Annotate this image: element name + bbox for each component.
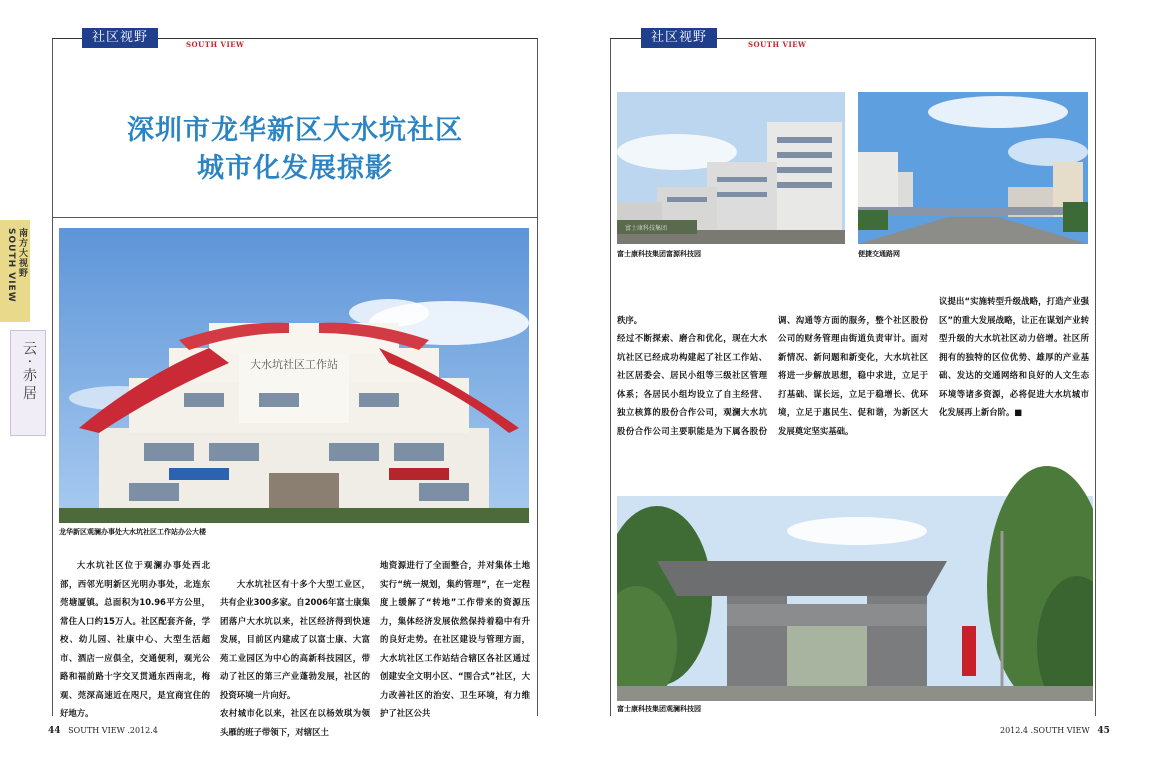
road-photo-caption: 便捷交通路网 xyxy=(858,250,900,258)
left-page-number: 44 xyxy=(48,726,61,736)
right-page-number: 45 xyxy=(1097,726,1110,736)
side-tab-magazine xyxy=(0,220,30,322)
left-column-1 xyxy=(60,556,210,723)
right-section-tag-en: SOUTH VIEW xyxy=(748,40,807,49)
right-col1-paragraph: 秩序。 经过不断探索、磨合和优化，现在大水坑社区已经成功构建起了社区工作站、社区居委会、居民小组等三级社区管理体系；各居民小组均设立了自主经营、独立核算的股份合作公司，观澜大水坑股份合作公司主要职能是为下属各股份 xyxy=(617,314,767,436)
right-col3-paragraph: 议提出“实施转型升级战略，打造产业强区”的重大发展战略，让正在谋划产业转型升级的大水坑社区动力倍增。社区所拥有的独特的区位优势、雄厚的产业基础、发达的交通网络和良好的人文生态环境等诸多资源，必将促进大水坑城市化发展再上新台阶。■ xyxy=(939,296,1089,417)
gate-photo xyxy=(617,436,1093,701)
left-folio xyxy=(48,726,158,736)
article-title-line1: 深圳市龙华新区大水坑社区 xyxy=(127,115,463,146)
road-photo xyxy=(858,92,1088,244)
left-col3-paragraph: 地资源进行了全面整合，并对集体土地实行“统一规划，集约管理”，在一定程度上缓解了“转地”工作带来的资源压力，集体经济发展依然保持着稳中有升的良好走势。在社区建设与管理方面，大水坑社区工作站结合辖区各社区通过创建安全文明小区、“围合式”社区，大力改善社区的治安、卫生环境，有力维护了社区公共 xyxy=(380,560,530,718)
left-section-tag: 社区视野 xyxy=(82,28,158,48)
side-tab-text: 南方大视野 SOUTH VIEW xyxy=(6,228,27,303)
left-col1-paragraph: 大水坑社区位于观澜办事处西北部，西邻光明新区光明办事处，北连东莞塘厦镇。总面积为10.96平方公里，常住人口约15万人。社区配套齐备，学校、幼儿园、社康中心、大型生活超市、酒店一应俱全，交通便利，观光公路和福前路十字交叉贯通东西南北，梅观、莞深高速近在咫尺，是宜商宜住的好地方。 xyxy=(60,560,210,718)
right-folio-text: 2012.4 .SOUTH VIEW xyxy=(1000,726,1090,735)
right-column-3 xyxy=(939,292,1089,422)
right-section-tag: 社区视野 xyxy=(641,28,717,48)
building-photo-caption: 龙华新区观澜办事处大水坑社区工作站办公大楼 xyxy=(59,528,206,536)
right-folio xyxy=(1000,726,1110,736)
side-calligraphy-text: 云·赤居 xyxy=(21,341,37,404)
factory-sign-text: 富士康科技集团 xyxy=(625,225,668,232)
left-column-2 xyxy=(220,556,370,760)
left-col2-paragraph: 大水坑社区有十多个大型工业区，共有企业300多家。自2006年富士康集团落户大水坑以来，社区经济得到快速发展，目前区内建成了以富士康、大富苑工业园区为中心的高新科技园区，带动了社区的第三产业蓬勃发展，社区的投资环境一片向好。 农村城市化以来，社区在以杨效琪为领头雁的班子带领下，对辖区土 xyxy=(220,578,370,737)
title-divider xyxy=(52,217,538,218)
right-col2-paragraph: 调、沟通等方面的服务，整个社区股份公司的财务管理由街道负责审计。面对新情况、新问题和新变化，大水坑社区将进一步解放思想，稳中求进，立足于打基础、谋长远，立足于稳增长、优环境，立足于惠民生、促和谐，为新区大发展奠定坚实基础。 xyxy=(778,314,928,436)
left-column-3 xyxy=(380,556,530,723)
gate-photo-caption: 富士康科技集团观澜科技园 xyxy=(617,705,701,713)
building-photo xyxy=(59,228,529,523)
left-section-tag-en: SOUTH VIEW xyxy=(186,40,245,49)
article-title-line2: 城市化发展掠影 xyxy=(197,153,393,184)
building-sign-text: 大水坑社区工作站 xyxy=(250,358,338,371)
factory-photo-caption: 富士康科技集团富源科技园 xyxy=(617,250,701,258)
factory-photo xyxy=(617,92,845,244)
left-folio-text: SOUTH VIEW .2012.4 xyxy=(68,726,158,735)
side-calligraphy-box xyxy=(10,330,46,436)
